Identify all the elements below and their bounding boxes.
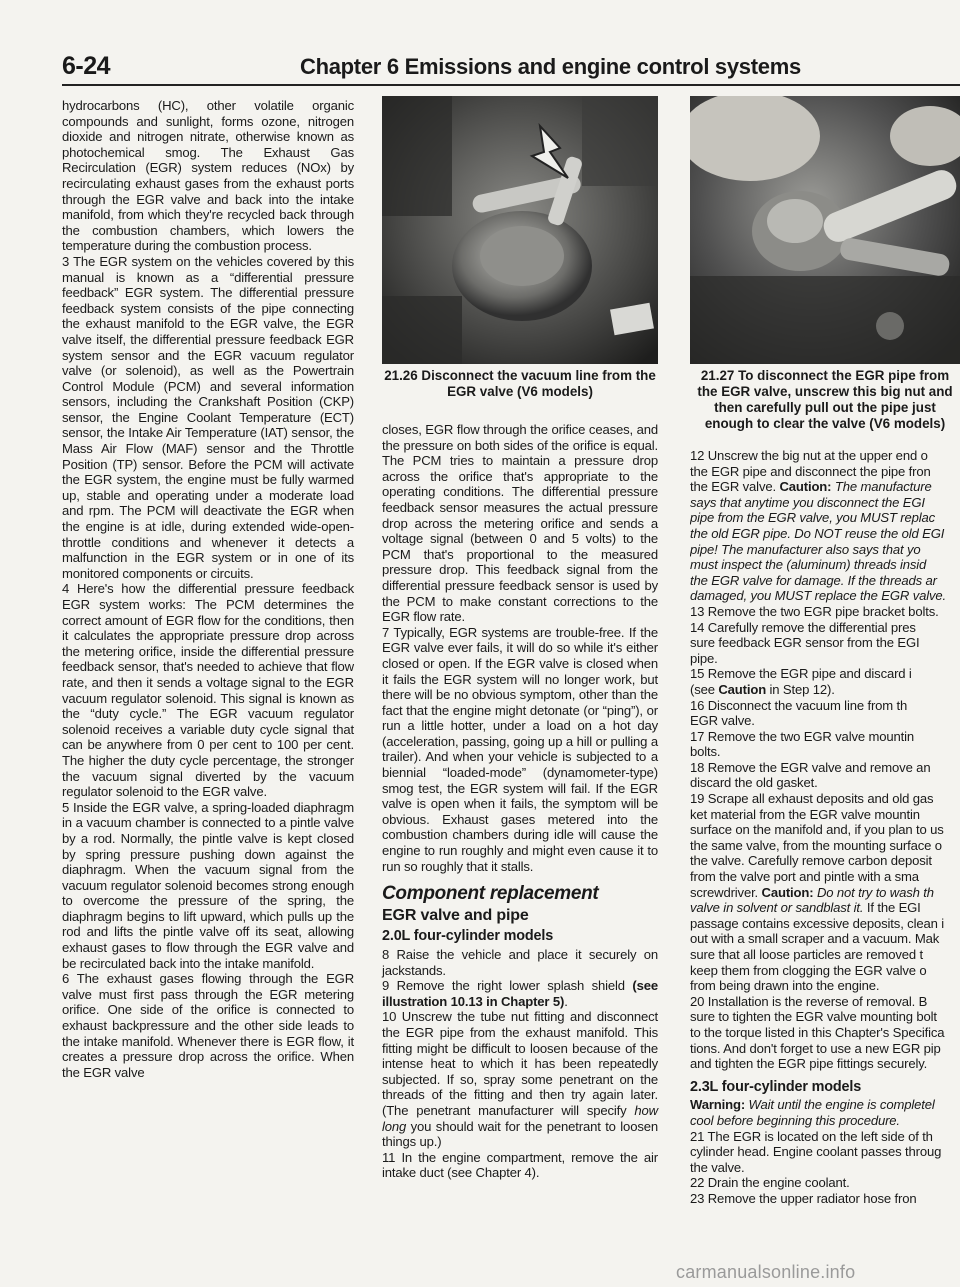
line: 22 Drain the engine coolant.: [690, 1175, 850, 1191]
paragraph-10-emphasis: how long: [382, 1102, 658, 1134]
line: pipe.: [690, 650, 718, 666]
paragraph-11: 11 In the engine compartment, remove the air intake duct (see Chapter 4).: [382, 1149, 658, 1181]
page-number: 6-24: [62, 52, 111, 80]
heading-2-3l-models: 2.3L four-cylinder models: [690, 1078, 862, 1095]
line: sure to tighten the EGR valve mounting bolt: [690, 1009, 937, 1025]
paragraph-9-text: 9 Remove the right lower splash shield: [382, 978, 633, 994]
caution-line: pipe! The manufacturer also says that yo: [690, 541, 921, 557]
page-header: [62, 50, 960, 86]
paragraph-7: 7 Typically, EGR systems are trouble-free. If the EGR valve ever fails, it will do so while it's either closed or open. If the EGR valve is closed when it fails the EGR system will no longer work, but there will be no obvious symptom, other than the fact that the engine might detonate (or “ping”), or run a little hotter, under a load on a hot day (acceleration, passing, going up a hill or pulling a trailer). And when your vehicle is subjected to a biennial “loaded-mode” (dynamometer-type) smog test, the EGR system will fail. If the EGR valve is open when it fails, the symptom will be obvious. Exhaust gases metered into the combustion chambers during idle will cause the engine to run roughly and might even cause it to run so roughly that it stalls.: [382, 624, 658, 874]
line: [690, 885, 960, 901]
line: 16 Disconnect the vacuum line from th: [690, 697, 908, 713]
heading-component-replacement: Component replacement: [382, 883, 599, 905]
line: 14 Carefully remove the differential pres: [690, 619, 916, 635]
paragraph-intro: hydrocarbons (HC), other volatile organic compounds and sunlight, forms ozone, nitrogen dioxide and nitrogen nitrate, otherwise known as photochemical smog. The Exhaust Gas Recirculation (EGR) system reduces (NOx) by recirculating exhaust gases from the exhaust ports through the EGR valve and back into the intake manifold, from which they're recycled back through the combustion chambers, which lowers the temperature during the combustion process.: [62, 98, 354, 254]
warning-line: cool before beginning this procedure.: [690, 1112, 900, 1128]
line: 18 Remove the EGR valve and remove an: [690, 759, 931, 775]
caution-line: says that anytime you disconnect the EGI: [690, 494, 925, 510]
line: to the torque listed in this Chapter's Specifica: [690, 1024, 945, 1040]
paragraph-10-end: you should wait for the penetrant to loosen things up.): [382, 1118, 658, 1150]
photo-egr-pipe-nut: [690, 96, 960, 364]
photo-egr-vacuum-line: [382, 96, 658, 364]
line: the valve.: [690, 1159, 745, 1175]
line: the valve. Carefully remove carbon deposit: [690, 853, 932, 869]
line: 17 Remove the two EGR valve mountin: [690, 728, 914, 744]
line-part: (see: [690, 681, 719, 697]
line-part: screwdriver.: [690, 884, 762, 900]
warning-label: Warning:: [690, 1097, 746, 1113]
paragraph-6: 6 The exhaust gases flowing through the EGR valve must first pass through the EGR metering orifice. One side of the orifice is connected to exhaust backpressure and the other side leads to the intake manifold. Whenever there is EGR flow, it creates a pressure drop across the orifice. When the EGR valve: [62, 971, 354, 1080]
paragraph-9-end: .: [564, 993, 568, 1009]
line: 15 Remove the EGR pipe and discard i: [690, 666, 912, 682]
line: EGR valve.: [690, 713, 755, 729]
caution-label: Caution:: [761, 884, 814, 900]
caution-text: The manufacture: [831, 479, 932, 495]
caution-line: the old EGR pipe. Do NOT reuse the old EGI: [690, 525, 945, 541]
paragraph-4: 4 Here's how the differential pressure feedback EGR system works: The PCM determines the correct amount of EGR flow for the conditions, then it calculates the appropriate pressure drop across the metering orifice, inside the differential pressure feedback sensor, that's needed to achieve that flow rate, and then it sends a voltage signal to the EGR vacuum regulator solenoid. This signal is known as the “duty cycle.” The EGR vacuum regulator solenoid receives a variable duty cycle signal that can be anywhere from 0 per cent to 100 per cent. The higher the duty cycle percentage, the stronger the vacuum signal diverted by the vacuum regulator solenoid to the EGR valve.: [62, 581, 354, 800]
line: bolts.: [690, 744, 721, 760]
line: 13 Remove the two EGR pipe bracket bolts.: [690, 603, 939, 619]
warning-text: Wait until the engine is completel: [745, 1097, 935, 1113]
paragraph-9: [382, 978, 658, 1009]
line: 20 Installation is the reverse of removal. B: [690, 993, 928, 1009]
line-part: If the EGI: [863, 900, 921, 916]
line: [690, 479, 960, 495]
line: 12 Unscrew the big nut at the upper end o: [690, 448, 928, 463]
line: ket material from the EGR valve mountin: [690, 806, 920, 822]
line: from the valve port and pintle with a sma: [690, 869, 919, 885]
caution-line: the EGR valve for damage. If the threads ar: [690, 572, 937, 588]
illustration-reference: (see illustration 10.13 in Chapter 5): [382, 978, 658, 1009]
paragraph-8: 8 Raise the vehicle and place it securely on jackstands.: [382, 947, 658, 978]
line: 23 Remove the upper radiator hose fron: [690, 1190, 917, 1206]
caution-line: damaged, you MUST replace the EGR valve.: [690, 588, 946, 604]
paragraph-3: 3 The EGR system on the vehicles covered by this manual is known as a “differential pressure feedback” EGR system. The differential pressure feedback system consists of the pipe connecting the exhaust manifold to the EGR valve, the EGR valve itself, the differential pressure feedback EGR system sensor and the EGR vacuum regulator valve (or solenoid), as well as the Powertrain Control Module (PCM) and several information sensors, including the Crankshaft Position (CKP) sensor, the Engine Coolant Temperature (ECT) sensor, the Intake Air Temperature (IAT) sensor, the Mass Air Flow (MAF) sensor and the Throttle Position (TP) sensor. Before the PCM will activate the EGR system, the engine must be fully warmed up, stable and operating under a moderate load and rpm. The PCM will deactivate the EGR when the engine is at idle, during extended wide-open-throttle conditions and whenever it detects a malfunction in the EGR system or in one of its monitored components or circuits.: [62, 253, 354, 581]
line: tions. And don't forget to use a new EGR pip: [690, 1040, 941, 1056]
chapter-title: Chapter 6 Emissions and engine control systems: [300, 54, 801, 79]
caution-label: Caution: [718, 681, 767, 697]
line: [690, 682, 960, 698]
text-column-1: [62, 98, 354, 1080]
line: the EGR pipe and disconnect the pipe fron: [690, 463, 931, 479]
text-column-3: [690, 448, 960, 1207]
heading-2-0l-models: 2.0L four-cylinder models: [382, 928, 554, 945]
watermark: carmanualsonline.info: [676, 1262, 856, 1282]
line: from being drawn into the engine.: [690, 978, 880, 994]
line: the same valve, from the mounting surface o: [690, 837, 942, 853]
line: surface on the manifold and, if you plan to us: [690, 822, 944, 838]
warning-line: [690, 1097, 960, 1113]
caution-text: valve in solvent or sandblast it.: [690, 900, 864, 916]
photo-caption-21-26: 21.26 Disconnect the vacuum line from the EGR valve (V6 models): [384, 368, 656, 399]
line: 19 Scrape all exhaust deposits and old gas: [690, 791, 934, 807]
line: discard the old gasket.: [690, 775, 818, 791]
caution-line: must inspect the (aluminum) threads insid: [690, 557, 927, 573]
line-part: in Step 12).: [766, 681, 835, 697]
paragraph-10-text: 10 Unscrew the tube nut fitting and disconnect the EGR pipe from the exhaust manifold. This fitting might be difficult to loosen because of the intense heat to which it has been repeatedly subjected. If so, spray some penetrant on the threads of the fitting and then try again later. (The penetrant manufacturer will specify: [382, 1009, 658, 1118]
line: and tighten the EGR pipe fittings securely.: [690, 1056, 928, 1072]
caution-text: Do not try to wash th: [813, 884, 934, 900]
line: keep them from clogging the EGR valve o: [690, 962, 927, 978]
line-part: the EGR valve.: [690, 479, 780, 495]
line: passage contains excessive deposits, clean i: [690, 915, 944, 931]
text-column-2: [382, 422, 658, 1181]
caution-label: Caution:: [779, 479, 832, 495]
paragraph-10: [382, 1009, 658, 1149]
caution-line: pipe from the EGR valve, you MUST replac: [690, 510, 936, 526]
line: cylinder head. Engine coolant passes throug: [690, 1144, 942, 1160]
paragraph-5: 5 Inside the EGR valve, a spring-loaded diaphragm in a vacuum chamber is connected to a pintle valve by a rod. Normally, the pintle valve is kept closed by spring pressure pushing down against the diaphragm. When the vacuum signal from the vacuum regulator solenoid becomes strong enough to overcome the pressure of the spring, the diaphragm begins to lift upward, which pulls up the rod and lifts the pintle valve off its seat, allowing exhaust gases to flow through the EGR valve and be recirculated back into the intake manifold.: [62, 799, 354, 971]
line: [690, 900, 960, 916]
line: 21 The EGR is located on the left side of th: [690, 1128, 933, 1144]
photo-caption-21-27: 21.27 To disconnect the EGR pipe from the EGR valve, unscrew this big nut and then carefully pull out the pipe just enough to clear the valve (V6 models): [697, 368, 953, 431]
line: sure that all loose particles are removed t: [690, 947, 923, 962]
line: out with a small scraper and a vacuum. Mak: [690, 931, 940, 947]
heading-egr-valve-and-pipe: EGR valve and pipe: [382, 906, 529, 924]
line: sure feedback EGR sensor from the EGI: [690, 635, 920, 651]
paragraph-continued: closes, EGR flow through the orifice ceases, and the pressure on both sides of the orifice is equal. The PCM tries to maintain a pressure drop across the orifice that's appropriate to the operating conditions. The differential pressure feedback sensor measures the actual pressure drop across the metering orifice and sends a voltage signal (between 0 and 5 volts) to the PCM that's proportional to the measured pressure drop. This feedback signal from the differential pressure feedback sensor is used by the PCM to make constant corrections to the EGR flow rate.: [382, 422, 658, 625]
